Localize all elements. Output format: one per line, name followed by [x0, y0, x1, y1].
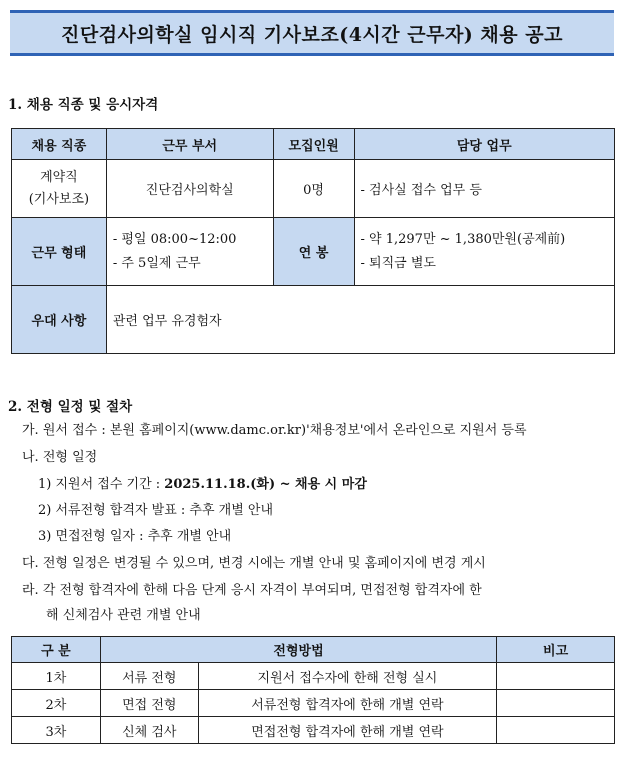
description-cell: 지원서 접수자에 한해 전형 실시: [198, 663, 496, 690]
preference-label: 우대 사항: [12, 286, 107, 354]
job-type-line1: 계약직: [40, 169, 78, 185]
item-schedule: 나. 전형 일정: [22, 450, 98, 465]
headcount-cell: 0명: [273, 160, 354, 218]
section1-heading: 1. 채용 직종 및 응시자격: [8, 97, 159, 113]
work-type-label: 근무 형태: [12, 218, 107, 286]
salary-amount: - 약 1,297만 ~ 1,380만원(공제前): [360, 231, 566, 247]
stage-cell: 3차: [12, 717, 101, 744]
section2-heading: 2. 전형 일정 및 절차: [8, 399, 133, 415]
table-row: [12, 690, 615, 717]
recruitment-table: [11, 128, 615, 354]
header-stage: 구 분: [12, 637, 101, 663]
selection-process-table: [11, 636, 615, 744]
schedule-document-result: 2) 서류전형 합격자 발표 : 추후 개별 안내: [38, 503, 274, 518]
header-method: 전형방법: [100, 637, 496, 663]
description-cell: 면접전형 합격자에 한해 개별 연락: [198, 717, 496, 744]
job-type-line2: (기사보조): [28, 191, 90, 207]
table-row: [12, 717, 615, 744]
duty-cell: - 검사실 접수 업무 등: [354, 160, 614, 218]
note-cell: [497, 663, 615, 690]
type-cell: 서류 전형: [100, 663, 198, 690]
note-cell: [497, 690, 615, 717]
header-headcount: 모집인원: [273, 129, 354, 160]
item-next-stage-line2: 해 신체검사 관련 개별 안내: [46, 608, 201, 623]
header-duty: 담당 업무: [354, 129, 614, 160]
type-cell: 면접 전형: [100, 690, 198, 717]
item-application: 가. 원서 접수 : 본원 홈페이지(www.damc.or.kr)'채용정보'에서 온라인으로 지원서 등록: [22, 423, 527, 438]
severance-note: - 퇴직금 별도: [360, 255, 436, 271]
job-type-cell: [12, 160, 107, 218]
salary-cell: [354, 218, 614, 286]
schedule-interview-date: 3) 면접전형 일자 : 추후 개별 안내: [38, 529, 232, 544]
work-days: - 주 5일제 근무: [112, 255, 201, 271]
department-cell: 진단검사의학실: [106, 160, 273, 218]
item-schedule-change: 다. 전형 일정은 변경될 수 있으며, 변경 시에는 개별 안내 및 홈페이지에 변경 게시: [22, 556, 486, 571]
stage-cell: 2차: [12, 690, 101, 717]
table-row: [12, 663, 615, 690]
work-hours: - 평일 08:00~12:00: [112, 231, 237, 247]
application-period-dates: 2025.11.18.(화) ~ 채용 시 마감: [164, 477, 367, 492]
header-department: 근무 부서: [106, 129, 273, 160]
header-note: 비고: [497, 637, 615, 663]
header-job-type: 채용 직종: [12, 129, 107, 160]
application-period-label: 1) 지원서 접수 기간 :: [38, 477, 165, 492]
schedule-application-period: [38, 473, 367, 492]
stage-cell: 1차: [12, 663, 101, 690]
note-cell: [497, 717, 615, 744]
preference-value: 관련 업무 유경험자: [106, 286, 614, 354]
salary-label: 연 봉: [273, 218, 354, 286]
description-cell: 서류전형 합격자에 한해 개별 연락: [198, 690, 496, 717]
work-type-cell: [106, 218, 273, 286]
type-cell: 신체 검사: [100, 717, 198, 744]
page-title: 진단검사의학실 임시직 기사보조(4시간 근무자) 채용 공고: [10, 10, 614, 56]
item-next-stage-line1: 라. 각 전형 합격자에 한해 다음 단계 응시 자격이 부여되며, 면접전형 합격자에 한: [22, 583, 482, 598]
